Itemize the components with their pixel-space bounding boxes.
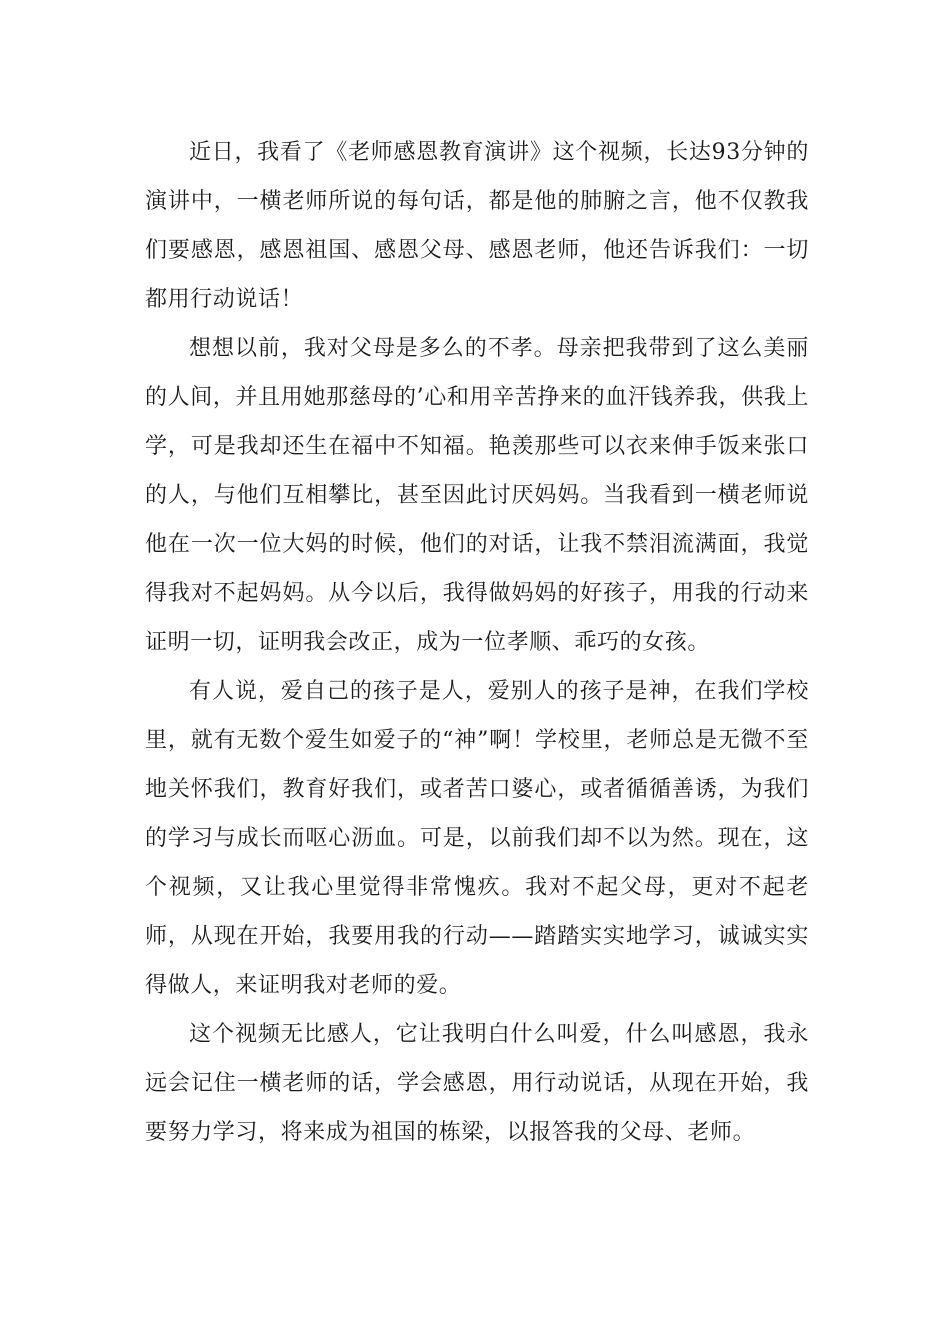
- paragraph-1: 近日，我看了《老师感恩教育演讲》这个视频，长达93分钟的演讲中，一横老师所说的每句话，都是他的肺腑之言，他不仅教我们要感恩，感恩祖国、感恩父母、感恩老师，他还告诉我们：一切都用行动说话！: [145, 140, 809, 312]
- paragraph-4: 这个视频无比感人，它让我明白什么叫爱，什么叫感恩，我永远会记住一横老师的话，学会感恩，用行动说话，从现在开始，我要努力学习，将来成为祖国的栋梁，以报答我的父母、老师。: [145, 1022, 809, 1145]
- paragraph-2: 想想以前，我对父母是多么的不孝。母亲把我带到了这么美丽的人间，并且用她那慈母的’心和用辛苦挣来的血汗钱养我，供我上学，可是我却还生在福中不知福。艳羡那些可以衣来伸手饭来张口的人，与他们互相攀比，甚至因此讨厌妈妈。当我看到一横老师说他在一次一位大妈的时候，他们的对话，让我不禁泪流满面，我觉得我对不起妈妈。从今以后，我得做妈妈的好孩子，用我的行动来证明一切，证明我会改正，成为一位孝顺、乖巧的女孩。: [145, 336, 809, 655]
- document-body: [145, 128, 809, 1157]
- paragraph-3: 有人说，爱自己的孩子是人，爱别人的孩子是神，在我们学校里，就有无数个爱生如爱子的“神”啊！学校里，老师总是无微不至地关怀我们，教育好我们，或者苦口婆心，或者循循善诱，为我们的学习与成长而呕心沥血。可是，以前我们却不以为然。现在，这个视频，又让我心里觉得非常愧疚。我对不起父母，更对不起老师，从现在开始，我要用我的行动——踏踏实实地学习，诚诚实实得做人，来证明我对老师的爱。: [145, 679, 809, 998]
